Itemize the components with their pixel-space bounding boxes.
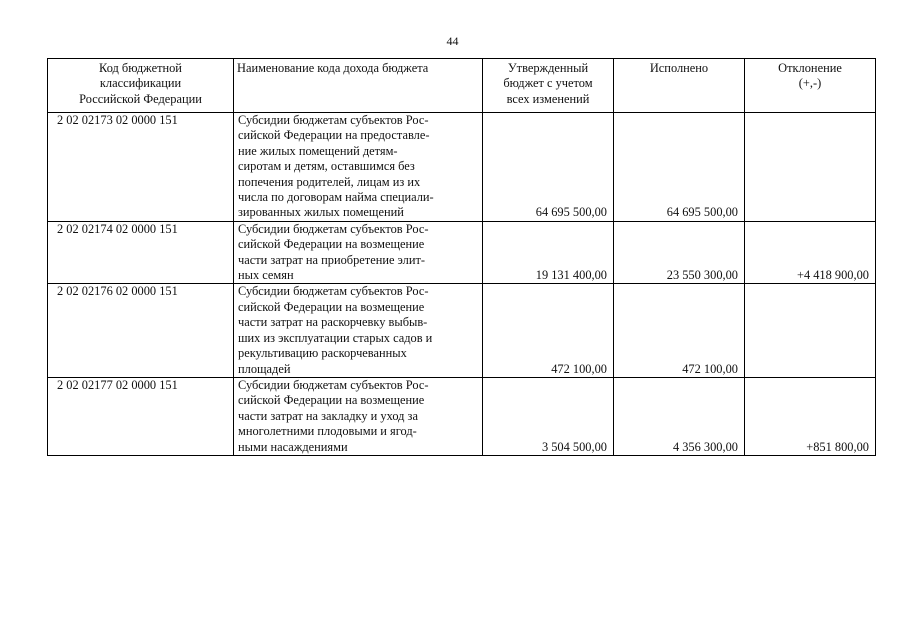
- deviation-amount-cell: +851 800,00: [745, 377, 876, 455]
- table-header-row: [48, 59, 876, 113]
- table-row: [48, 221, 876, 284]
- revenue-name-line: сийской Федерации на возмещение: [238, 237, 425, 252]
- revenue-name-line: числа по договорам найма специали-: [238, 190, 434, 205]
- approved-amount-cell: 19 131 400,00: [483, 221, 614, 284]
- revenue-name-cell: [234, 377, 483, 455]
- revenue-name-line: Субсидии бюджетам субъектов Рос-: [238, 377, 429, 392]
- executed-amount-cell: 472 100,00: [614, 284, 745, 377]
- header-executed: [614, 59, 745, 113]
- header-code: [48, 59, 234, 113]
- table-row: [48, 377, 876, 455]
- header-name-line: Наименование кода дохода бюджета: [237, 61, 429, 75]
- approved-amount-cell: 64 695 500,00: [483, 113, 614, 222]
- revenue-name-line: площадей: [238, 361, 291, 376]
- revenue-name-line: Субсидии бюджетам субъектов Рос-: [238, 284, 429, 299]
- header-code-line: Код бюджетной: [99, 61, 182, 75]
- executed-amount-cell: 23 550 300,00: [614, 221, 745, 284]
- revenue-name-line: сиротам и детям, оставшимся без: [238, 159, 415, 174]
- revenue-name-line: сийской Федерации на возмещение: [238, 393, 425, 408]
- header-approved-line: бюджет с учетом: [503, 76, 593, 91]
- executed-amount-cell: 64 695 500,00: [614, 113, 745, 222]
- revenue-name-line: ных семян: [238, 268, 294, 283]
- revenue-name-line: Субсидии бюджетам субъектов Рос-: [238, 221, 429, 236]
- header-executed-line: Исполнено: [649, 61, 709, 75]
- revenue-name-line: рекультивацию раскорчеванных: [238, 346, 407, 361]
- budget-code-cell: 2 02 02174 02 0000 151: [48, 221, 234, 284]
- deviation-amount-cell: [745, 113, 876, 222]
- revenue-name-line: части затрат на раскорчевку выбыв-: [238, 315, 428, 330]
- header-deviation: [745, 59, 876, 113]
- revenue-name-line: ными насаждениями: [238, 439, 348, 454]
- revenue-name-line: ших из эксплуатации старых садов и: [238, 330, 433, 345]
- budget-code-cell: 2 02 02176 02 0000 151: [48, 284, 234, 377]
- revenue-name-line: сийской Федерации на предоставле-: [238, 128, 430, 143]
- revenue-name-line: части затрат на закладку и уход за: [238, 408, 418, 423]
- revenue-name-cell: [234, 221, 483, 284]
- page-number: 44: [446, 34, 459, 48]
- header-approved: [483, 59, 614, 113]
- header-deviation-line: (+,-): [798, 76, 822, 91]
- budget-revenue-table: [47, 58, 876, 456]
- header-name: [234, 59, 483, 113]
- budget-code-cell: 2 02 02177 02 0000 151: [48, 377, 234, 455]
- revenue-name-line: многолетними плодовыми и ягод-: [238, 424, 417, 439]
- header-code-line: классификации: [99, 76, 182, 91]
- revenue-name-line: попечения родителей, лицам из их: [238, 174, 421, 189]
- executed-amount-cell: 4 356 300,00: [614, 377, 745, 455]
- revenue-name-line: Субсидии бюджетам субъектов Рос-: [238, 113, 429, 127]
- table-row: [48, 113, 876, 222]
- table-row: [48, 284, 876, 377]
- revenue-name-line: зированных жилых помещений: [238, 205, 404, 220]
- deviation-amount-cell: +4 418 900,00: [745, 221, 876, 284]
- header-approved-line: всех изменений: [506, 91, 590, 106]
- approved-amount-cell: 472 100,00: [483, 284, 614, 377]
- revenue-name-line: ние жилых помещений детям-: [238, 143, 398, 158]
- deviation-amount-cell: [745, 284, 876, 377]
- approved-amount-cell: 3 504 500,00: [483, 377, 614, 455]
- header-code-line: Российской Федерации: [79, 91, 202, 106]
- header-approved-line: Утвержденный: [507, 61, 589, 75]
- revenue-name-cell: [234, 113, 483, 222]
- revenue-name-line: сийской Федерации на возмещение: [238, 299, 425, 314]
- revenue-name-cell: [234, 284, 483, 377]
- budget-code-cell: 2 02 02173 02 0000 151: [48, 113, 234, 222]
- revenue-name-line: части затрат на приобретение элит-: [238, 252, 426, 267]
- header-deviation-line: Отклонение: [778, 61, 842, 75]
